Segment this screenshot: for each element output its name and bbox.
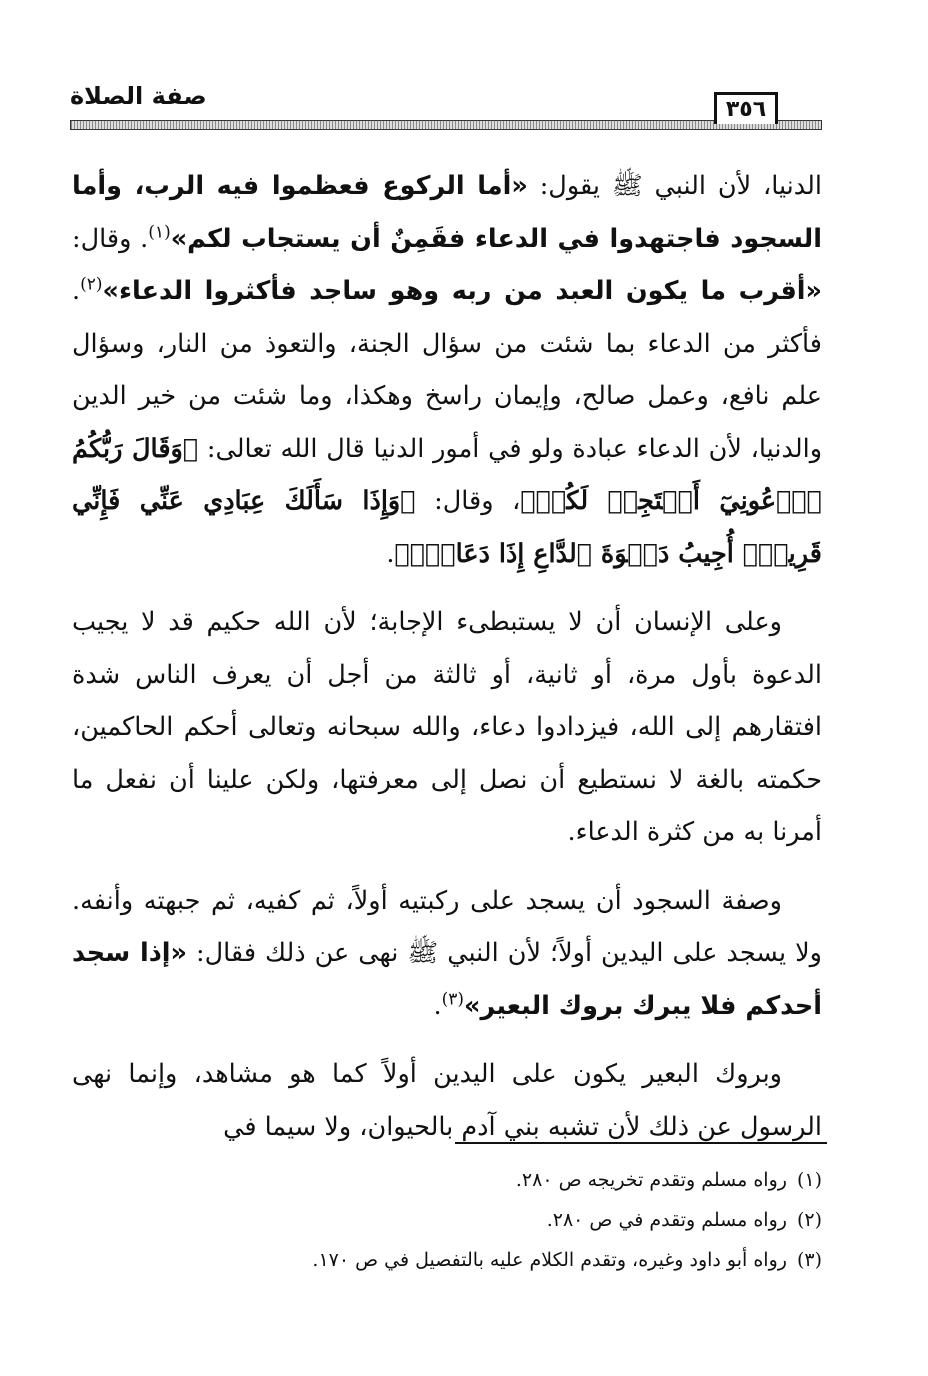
main-text [72, 160, 822, 1153]
hadith-quote: «أما الركوع فعظموا فيه الرب، وأما السجود فاجتهدوا في الدعاء فقَمِنٌ أن يستجاب لكم» [72, 171, 822, 254]
paragraph [72, 1048, 822, 1153]
paragraph [72, 875, 822, 1033]
text-segment: . وقال: [72, 223, 149, 254]
footnote-label: (٢) [796, 1209, 822, 1231]
footnote-ref[interactable]: (٢) [80, 274, 103, 295]
footnote-label: (١) [796, 1169, 822, 1191]
text-segment: وبروك البعير يكون على اليدين أولاً كما هو مشاهد، وإنما نهى الرسول عن ذلك لأن تشبه بني آدم بالحيوان، ولا سيما في [72, 1059, 822, 1142]
quran-verse: ﴿وَإِذَا سَأَلَكَ عِبَادِي عَنِّي فَإِنِّي قَرِيبٌۖ أُجِيبُ دَعۡوَةَ ٱلدَّاعِ إِذَا دَعَانِۖ﴾ [72, 486, 822, 569]
footnote-item [72, 1240, 822, 1280]
book-title: صفة الصلاة [70, 82, 207, 110]
header-rule [70, 120, 822, 130]
footnote-ref[interactable]: (٣) [441, 989, 465, 1009]
page-number: ٣٥٦ [714, 92, 778, 124]
text-segment: . [433, 990, 442, 1021]
page-header [70, 78, 822, 134]
footnote-label: (٣) [796, 1249, 822, 1271]
paragraph [72, 160, 822, 580]
footnote-ref[interactable]: (١) [148, 222, 171, 242]
text-segment: ، وقال: [415, 486, 521, 516]
footnote-item [72, 1200, 822, 1240]
hadith-quote: «إذا سجد أحدكم فلا يبرك بروك البعير» [72, 938, 822, 1021]
text-segment: وصفة السجود أن يسجد على ركبتيه أولاً، ثم كفيه، ثم جبهته وأنفه. ولا يسجد على اليدين أولاً؛ لأن النبي ﷺ نهى عن ذلك فقال: [72, 885, 822, 968]
text-segment: وعلى الإنسان أن لا يستبطىء الإجابة؛ لأن الله حكيم قد لا يجيب الدعوة بأول مرة، أو ثانية، أو ثالثة من أجل أن يعرف الناس شدة افتقارهم إلى الله، فيزدادوا دعاء، والله سبحانه وتعالى أحكم الحاكمين، حكمته بالغة لا نستطيع أن نصل إلى معرفتها، ولكن علينا أن نفعل ما أمرنا به من كثرة الدعاء. [72, 607, 822, 847]
text-segment: الدنيا، لأن النبي ﷺ يقول: [527, 171, 822, 201]
footnotes [72, 1160, 822, 1280]
footnote-text: رواه مسلم وتقدم في ص ٢٨٠. [546, 1209, 787, 1231]
footnote-text: رواه مسلم وتقدم تخريجه ص ٢٨٠. [515, 1169, 787, 1191]
footnote-divider [455, 1142, 827, 1144]
hadith-quote: «أقرب ما يكون العبد من ربه وهو ساجد فأكثروا الدعاء» [102, 276, 822, 306]
footnote-text: رواه أبو داود وغيره، وتقدم الكلام عليه بالتفصيل في ص ١٧٠. [312, 1249, 787, 1271]
footnote-item [72, 1160, 822, 1200]
text-segment: . [386, 538, 395, 569]
text-segment: . فأكثر من الدعاء بما شئت من سؤال الجنة، والتعوذ من النار، وسؤال علم نافع، وعمل صالح، وإيمان راسخ وهكذا، وما شئت من خير الدين والدنيا، لأن الدعاء عبادة ولو في أمور الدنيا قال الله تعالى: [72, 276, 823, 464]
quran-verse: ﴿وَقَالَ رَبُّكُمُ ٱدۡعُونِيٓ أَسۡتَجِبۡ لَكُمۡ﴾ [72, 433, 822, 516]
paragraph [72, 596, 822, 859]
